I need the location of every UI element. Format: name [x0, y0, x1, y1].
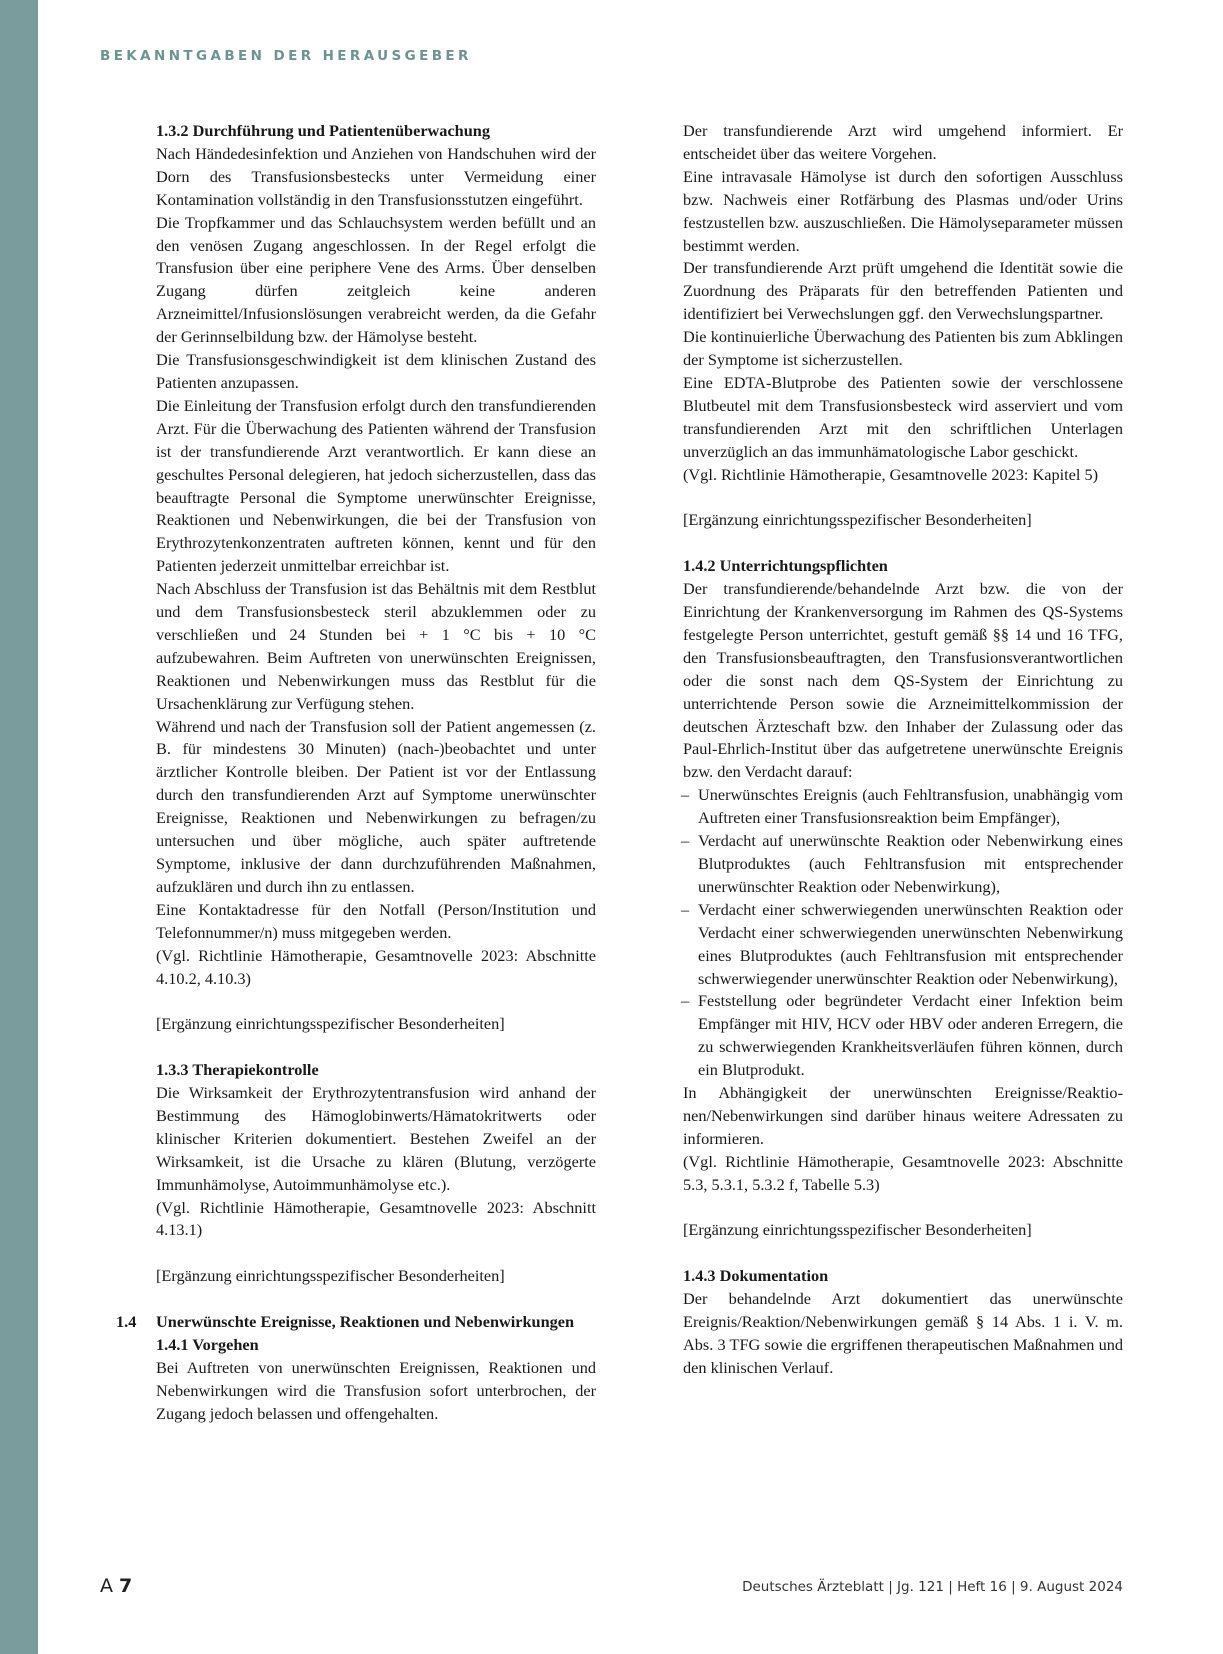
paragraph: Die Transfusionsgeschwindigkeit ist dem klinischen Zustand des Patienten anzupassen. — [156, 350, 596, 392]
journal-citation: Deutsches Ärzteblatt | Jg. 121 | Heft 16 | 9. August 2024 — [742, 1579, 1123, 1595]
list-item: – Feststellung oder begründeter Verdacht einer Infektion beim Empfänger mit HIV, HCV oder HBV oder anderen Erregern, die zu schwerwiegenden Krankheitsverläufen führen können, durch ein Blutprodukt. — [683, 990, 1123, 1082]
right-column — [683, 120, 1123, 1380]
spacer — [156, 1036, 596, 1059]
heading-number: 1.4 — [116, 1312, 137, 1332]
paragraph: Der transfundierende Arzt wird umgehend informiert. Er entscheidet über das weitere Vorgehen. — [683, 121, 1123, 163]
supplement-placeholder: [Ergänzung einrichtungsspezifischer Besonderheiten] — [156, 1266, 505, 1286]
spacer — [156, 990, 596, 1013]
paragraph: Der behandelnde Arzt dokumentiert das unerwünschte Ereignis/Reaktion/Nebenwirkungen gemäß § 14 Abs. 1 i. V. m. Abs. 3 TFG sowie die ergriffenen therapeutischen Maßnahmen und den klinischen Verlauf. — [683, 1289, 1123, 1377]
reference: (Vgl. Richtlinie Hämotherapie, Gesamtnovelle 2023: Abschnitt 4.13.1) — [156, 1197, 596, 1240]
page-number-value: 7 — [119, 1575, 133, 1597]
paragraph: Die Wirksamkeit der Erythrozytentransfusion wird anhand der Bestimmung des Hämoglobinwerts/Hämatokritwerts oder klinischer Kriterien dokumentiert. Bestehen Zweifel an der Wirksamkeit, ist die Ursache zu klären (Blutung, verzögerte Immunhämolyse, Autoimmunhämolyse etc.). — [156, 1083, 596, 1194]
notification-list — [683, 784, 1123, 1082]
paragraph: Der transfundierende/behandelnde Arzt bzw. die von der Einrichtung der Krankenversorgung im Rahmen des QS-Systems festgelegte Person unterrichtet, gestuft gemäß §§ 14 und 16 TFG, den Transfusionsbeauftragten, den Transfusionsverantwortlichen oder die sonst nach dem QS-System der Einrichtung zu unterrichtende Person sowie die Arzneimittelkommission der deutschen Ärzteschaft bzw. den Inhaber der Zulassung oder das Paul-Ehrlich-Institut über das aufgetretene unerwünschte Ereignis bzw. den Verdacht darauf: — [683, 579, 1123, 782]
heading-1-4-2: 1.4.2 Unterrichtungspflichten — [683, 556, 888, 576]
supplement-placeholder: [Ergänzung einrichtungsspezifischer Besonderheiten] — [683, 1220, 1032, 1240]
page-prefix: A — [100, 1575, 113, 1597]
list-item: – Verdacht auf unerwünschte Reaktion oder Nebenwirkung eines Blutproduktes (auch Fehltransfusion mit entsprechender unerwünschter Reaktion oder Nebenwirkung), — [683, 830, 1123, 899]
heading-text: Unerwünschte Ereignisse, Reaktionen und Nebenwirkungen — [156, 1312, 575, 1332]
spacer — [156, 1288, 596, 1311]
paragraph: Eine EDTA-Blutprobe des Patienten sowie der verschlossene Blutbeutel mit dem Transfusionsbesteck wird asserviert und vom transfundierenden Arzt mit den schriftlichen Unterlagen unverzüglich an das immunhämatologische Labor geschickt. — [683, 372, 1123, 461]
paragraph: Bei Auftreten von unerwünschten Ereignissen, Reaktionen und Nebenwirkungen wird die Transfusion sofort unterbrochen, der Zugang jedoch belassen und offengehalten. — [156, 1357, 596, 1423]
paragraph: Eine intravasale Hämolyse ist durch den sofortigen Ausschluss bzw. Nachweis einer Rotfärbung des Plasmas und/oder Urins festzustellen bzw. auszuschließen. Die Hämolyseparameter müssen bestimmt werden. — [683, 166, 1123, 255]
heading-1-4-3: 1.4.3 Dokumentation — [683, 1266, 829, 1286]
paragraph: Während und nach der Transfusion soll der Patient angemessen (z. B. für mindestens 30 Minuten) (nach-)beobachtet und unter ärztlicher Kontrolle bleiben. Der Patient ist vor der Entlassung durch den transfundierenden Arzt auf Symptome unerwünschter Ereignisse, Reaktionen und Nebenwirkungen zu befragen/zu untersuchen und über mögliche, auch später auftretende Symptome, inklusive der dann durchzuführenden Maßnahmen, aufzuklären und durch ihn zu entlassen. — [156, 716, 596, 896]
paragraph: Der transfundierende Arzt prüft umgehend die Identität sowie die Zuordnung des Präparats für den betreffenden Patienten und identifiziert bei Verwechslungen ggf. den Verwechslungspartner. — [683, 258, 1123, 324]
spacer — [156, 1242, 596, 1265]
left-column — [116, 120, 596, 1426]
paragraph: Nach Abschluss der Transfusion ist das Behältnis mit dem Restblut und dem Transfusionsbesteck steril abzuklemmen oder zu verschließen und 24 Stunden bei + 1 °C bis + 10 °C aufzubewahren. Beim Auftreten von unerwünschten Ereignissen, Reaktionen und Nebenwirkungen muss das Restblut für die Ursachenklärung zur Verfügung stehen. — [156, 579, 596, 713]
reference: (Vgl. Richtlinie Hämotherapie, Gesamtnovelle 2023: Abschnitte 5.3, 5.3.1, 5.3.2 f, Tabelle 5.3) — [683, 1151, 1123, 1194]
spacer — [683, 1197, 1123, 1220]
paragraph: Die kontinuierliche Überwachung des Patienten bis zum Abklingen der Symptome ist sicherzustellen. — [683, 327, 1123, 370]
page-number — [100, 1575, 132, 1597]
list-item: – Verdacht einer schwerwiegenden unerwünschten Reaktion oder Verdacht einer schwerwiegenden unerwünschten Nebenwirkung eines Blutproduktes (auch Fehltransfusion mit entsprechender schwerwiegender unerwünschter Reaktion oder Nebenwirkung), — [683, 899, 1123, 991]
reference: (Vgl. Richtlinie Hämotherapie, Gesamtnovelle 2023: Kapitel 5) — [683, 464, 1099, 484]
paragraph: Die Tropfkammer und das Schlauchsystem werden befüllt und an den venösen Zugang angeschlossen. In der Regel erfolgt die Transfusion über eine periphere Vene des Arms. Über denselben Zugang dürfen zeitgleich keine anderen Arzneimittel/Infusionslösungen verabreicht werden, da die Gefahr der Gerinnselbildung bzw. der Hämolyse besteht. — [156, 212, 596, 347]
paragraph: Nach Händedesinfektion und Anziehen von Handschuhen wird der Dorn des Transfusionsbestecks unter Vermeidung einer Kontamination vollständig in den Transfusionsstutzen eingeführt. — [156, 143, 596, 209]
heading-1-3-2: 1.3.2 Durchführung und Patientenüberwachung — [156, 121, 490, 140]
heading-1-3-3: 1.3.3 Therapiekontrolle — [156, 1060, 319, 1080]
spacer — [683, 532, 1123, 555]
spacer — [683, 1242, 1123, 1265]
heading-1-4-1: 1.4.1 Vorgehen — [156, 1334, 259, 1354]
paragraph: Die Einleitung der Transfusion erfolgt durch den transfundierenden Arzt. Für die Überwachung des Patienten während der Transfusion ist der transfundierende Arzt verantwortlich. Er kann diese an geschultes Personal delegieren, hat jedoch sicherzustellen, dass das beauftragte Personal die Symptome unerwünschter Ereignisse, Reaktionen und Nebenwirkungen, die bei der Transfusion von Erythrozytenkonzentraten auftreten können, kennt und für den Patienten jederzeit unmittelbar erreichbar ist. — [156, 395, 596, 576]
supplement-placeholder: [Ergänzung einrichtungsspezifischer Besonderheiten] — [156, 1014, 505, 1034]
supplement-placeholder: [Ergänzung einrichtungsspezifischer Besonderheiten] — [683, 510, 1032, 530]
paragraph: In Abhängigkeit der unerwünschten Ereignisse/Reaktionen/Nebenwirkungen sind darüber hinaus weitere Adressaten zu informieren. — [683, 1083, 1123, 1148]
side-color-band — [0, 0, 38, 1654]
spacer — [683, 487, 1123, 510]
section-header: BEKANNTGABEN DER HERAUSGEBER — [100, 48, 472, 64]
list-item: – Unerwünschtes Ereignis (auch Fehltransfusion, unabhängig vom Auftreten einer Transfusionsreaktion beim Empfänger), — [683, 784, 1123, 830]
reference: (Vgl. Richtlinie Hämotherapie, Gesamtnovelle 2023: Abschnitte 4.10.2, 4.10.3) — [156, 945, 596, 988]
heading-1-4 — [116, 1311, 596, 1334]
paragraph: Eine Kontaktadresse für den Notfall (Person/Institution und Telefonnummer/n) muss mitgegeben werden. — [156, 899, 596, 942]
